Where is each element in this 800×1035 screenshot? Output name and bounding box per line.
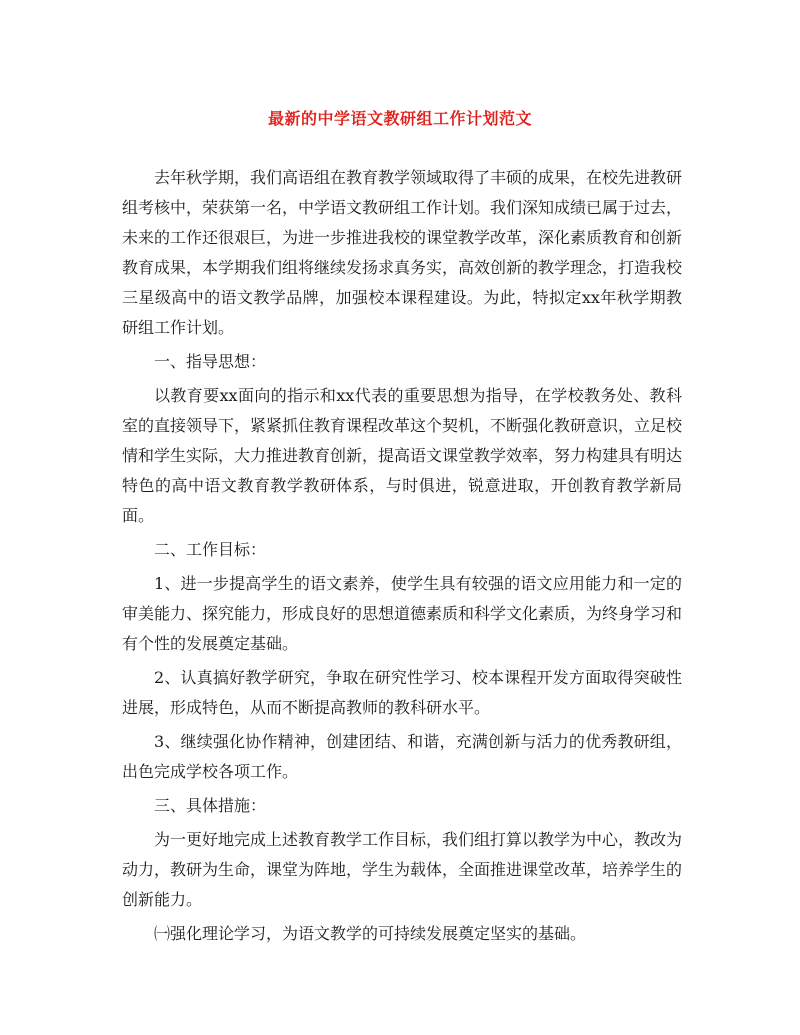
section-heading-work-goals: 二、工作目标： bbox=[154, 540, 267, 559]
document-title: 最新的中学语文教研组工作计划范文 bbox=[267, 109, 532, 128]
document-body bbox=[122, 163, 682, 953]
work-goal-item-2: 2、认真搞好教学研究，争取在研究性学习、校本课程开发方面取得突破性进展，形成特色，从而不断提高教师的教科研水平。 bbox=[122, 668, 682, 717]
measure-item-1: ㈠强化理论学习，为语文教学的可持续发展奠定坚实的基础。 bbox=[154, 924, 587, 943]
intro-paragraph: 去年秋学期，我们高语组在教育教学领域取得了丰硕的成果，在校先进教研组考核中，荣获第一名，中学语文教研组工作计划。我们深知成绩已属于过去，未来的工作还很艰巨，为进一步推进我校的课堂教学改革，深化素质教育和创新教育成果，本学期我们组将继续发扬求真务实，高效创新的教学理念，打造我校三星级高中的语文教学品牌，加强校本课程建设。为此，特拟定xx年秋学期教研组工作计划。 bbox=[122, 168, 683, 337]
work-goal-item-1: 1、进一步提高学生的语文素养，使学生具有较强的语文应用能力和一定的审美能力、探究能力，形成良好的思想道德素质和科学文化素质，为终身学习和有个性的发展奠定基础。 bbox=[122, 574, 683, 653]
section-heading-specific-measures: 三、具体措施： bbox=[154, 796, 267, 815]
work-goal-item-3: 3、继续强化协作精神，创建团结、和谐，充满创新与活力的优秀教研组，出色完成学校各项工作。 bbox=[122, 732, 682, 781]
specific-measures-paragraph: 为一更好地完成上述教育教学工作目标，我们组打算以教学为中心，教改为动力，教研为生命，课堂为阵地，学生为载体，全面推进课堂改革，培养学生的创新能力。 bbox=[122, 830, 683, 909]
guiding-ideology-paragraph: 以教育要xx面向的指示和xx代表的重要思想为指导，在学校教务处、教科室的直接领导下，紧紧抓住教育课程改革这个契机，不断强化教研意识，立足校情和学生实际，大力推进教育创新，提高语文课堂教学效率，努力构建具有明达特色的高中语文教育教学教研体系，与时俱进，锐意进取，开创教育教学新局面。 bbox=[122, 386, 683, 525]
section-heading-guiding-ideology: 一、指导思想： bbox=[154, 352, 267, 371]
